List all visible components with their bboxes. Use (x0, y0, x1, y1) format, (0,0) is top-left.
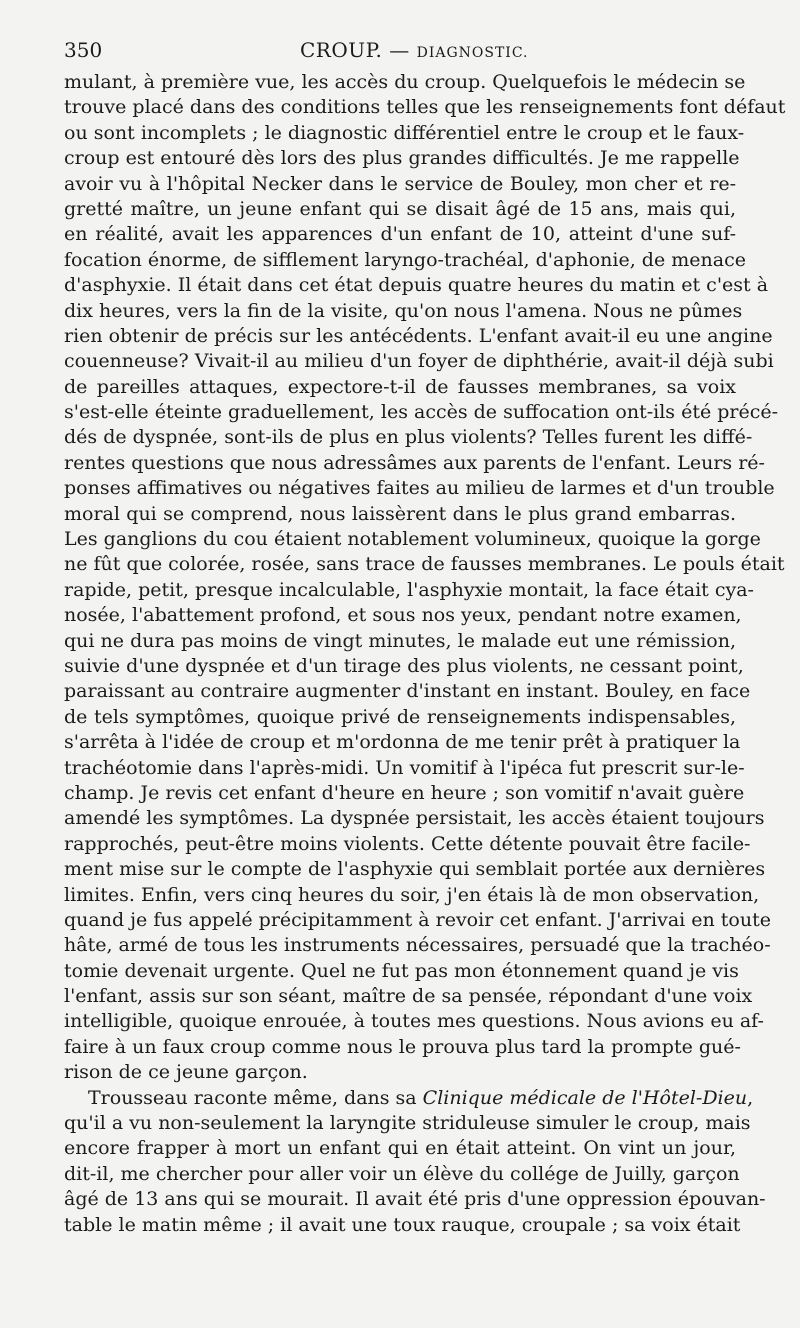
text-line: amendé les symptômes. La dyspnée persistait, les accès étaient toujours (64, 807, 765, 830)
text-line: ou sont incomplets ; le diagnostic différentiel entre le croup et le faux- (64, 121, 745, 144)
paragraph (64, 70, 786, 1086)
text-line: gretté maître, un jeune enfant qui se disait âgé de 15 ans, mais qui, (64, 197, 736, 220)
text-line: tomie devenait urgente. Quel ne fut pas mon étonnement quand je vis (64, 959, 739, 982)
running-title-dash: — (389, 38, 410, 62)
text-line: couenneuse? Vivait-il au milieu d'un foyer de diphthérie, avait-il déjà subi (64, 350, 774, 373)
text-line: intelligible, quoique enrouée, à toutes mes questions. Nous avions eu af- (64, 1010, 764, 1033)
text-line: moral qui se comprend, nous laissèrent dans le plus grand embarras. (64, 502, 736, 525)
text-line: faire à un faux croup comme nous le prouva plus tard la prompte gué- (64, 1035, 741, 1058)
page-number: 350 (64, 38, 103, 62)
text-line: suivie d'une dyspnée et d'un tirage des plus violents, ne cessant point, (64, 654, 744, 677)
text-run: Trousseau raconte même, dans sa (88, 1086, 423, 1109)
running-title-sub: DIAGNOSTIC. (416, 45, 529, 61)
text-line: l'enfant, assis sur son séant, maître de sa pensée, répondant d'une voix (64, 985, 753, 1008)
text-line: dés de dyspnée, sont-ils de plus en plus violents? Telles furent les diffé- (64, 426, 753, 449)
italic-title: Clinique médicale de l'Hôtel-Dieu (422, 1086, 748, 1109)
text-line: dix heures, vers la fin de la visite, qu'on nous l'amena. Nous ne pûmes (64, 299, 743, 322)
text-line: dit-il, me chercher pour aller voir un élève du collége de Juilly, garçon (64, 1162, 740, 1185)
text-line: paraissant au contraire augmenter d'instant en instant. Bouley, en face (64, 680, 751, 703)
text-run: , (747, 1086, 754, 1109)
text-line: limites. Enfin, vers cinq heures du soir, j'en étais là de mon observation, (64, 883, 760, 906)
text-line: âgé de 13 ans qui se mourait. Il avait été pris d'une oppression épouvan- (64, 1188, 766, 1211)
text-line: nosée, l'abattement profond, et sous nos yeux, pendant notre examen, (64, 604, 742, 627)
text-line: ne fût que colorée, rosée, sans trace de fausses membranes. Le pouls était (64, 553, 785, 576)
text-line: rapprochés, peut-être moins violents. Cette détente pouvait être facile- (64, 832, 751, 855)
text-line: qu'il a vu non-seulement la laryngite striduleuse simuler le croup, mais (64, 1112, 751, 1135)
text-line: quand je fus appelé précipitamment à revoir cet enfant. J'arrivai en toute (64, 908, 771, 931)
text-line: ponses affimatives ou négatives faites au milieu de larmes et d'un trouble (64, 477, 775, 500)
text-line: trachéotomie dans l'après-midi. Un vomitif à l'ipéca fut prescrit sur-le- (64, 756, 745, 779)
text-line: avoir vu à l'hôpital Necker dans le service de Bouley, mon cher et re- (64, 172, 736, 195)
running-header (64, 38, 736, 68)
text-line: trouve placé dans des conditions telles que les renseignements font défaut (64, 96, 786, 119)
text-line: table le matin même ; il avait une toux rauque, croupale ; sa voix était (64, 1213, 741, 1236)
text-line: qui ne dura pas moins de vingt minutes, le malade eut une rémission, (64, 629, 736, 652)
text-line: rison de ce jeune garçon. (64, 1061, 308, 1084)
text-line: rien obtenir de précis sur les antécédents. L'enfant avait-il eu une angine (64, 324, 773, 347)
text-line: de pareilles attaques, expectore-t-il de fausses membranes, sa voix (64, 375, 736, 398)
text-line: s'est-elle éteinte graduellement, les accès de suffocation ont-ils été précé- (64, 401, 779, 424)
text-line: s'arrêta à l'idée de croup et m'ordonna de me tenir prêt à pratiquer la (64, 731, 741, 754)
text-line: encore frapper à mort un enfant qui en était atteint. On vint un jour, (64, 1137, 736, 1160)
text-line: focation énorme, de sifflement laryngo-trachéal, d'aphonie, de menace (64, 248, 746, 271)
text-line (64, 1086, 754, 1111)
running-title-main: CROUP. (300, 38, 383, 62)
body-text (64, 70, 786, 1238)
text-line: rentes questions que nous adressâmes aux parents de l'enfant. Leurs ré- (64, 451, 765, 474)
text-line: hâte, armé de tous les instruments nécessaires, persuadé que la trachéo- (64, 934, 771, 957)
text-line: d'asphyxie. Il était dans cet état depuis quatre heures du matin et c'est à (64, 274, 769, 297)
text-line: champ. Je revis cet enfant d'heure en heure ; son vomitif n'avait guère (64, 781, 745, 804)
text-line: croup est entouré dès lors des plus grandes difficultés. Je me rappelle (64, 147, 740, 170)
text-line: en réalité, avait les apparences d'un enfant de 10, atteint d'une suf- (64, 223, 736, 246)
text-line: de tels symptômes, quoique privé de renseignements indispensables, (64, 705, 736, 728)
text-line: ment mise sur le compte de l'asphyxie qui semblait portée aux dernières (64, 858, 766, 881)
running-title (300, 38, 529, 62)
text-line: rapide, petit, presque incalculable, l'asphyxie montait, la face était cya- (64, 578, 754, 601)
paragraph (64, 1086, 766, 1238)
text-line: Les ganglions du cou étaient notablement volumineux, quoique la gorge (64, 528, 761, 551)
text-line: mulant, à première vue, les accès du croup. Quelquefois le médecin se (64, 71, 746, 93)
